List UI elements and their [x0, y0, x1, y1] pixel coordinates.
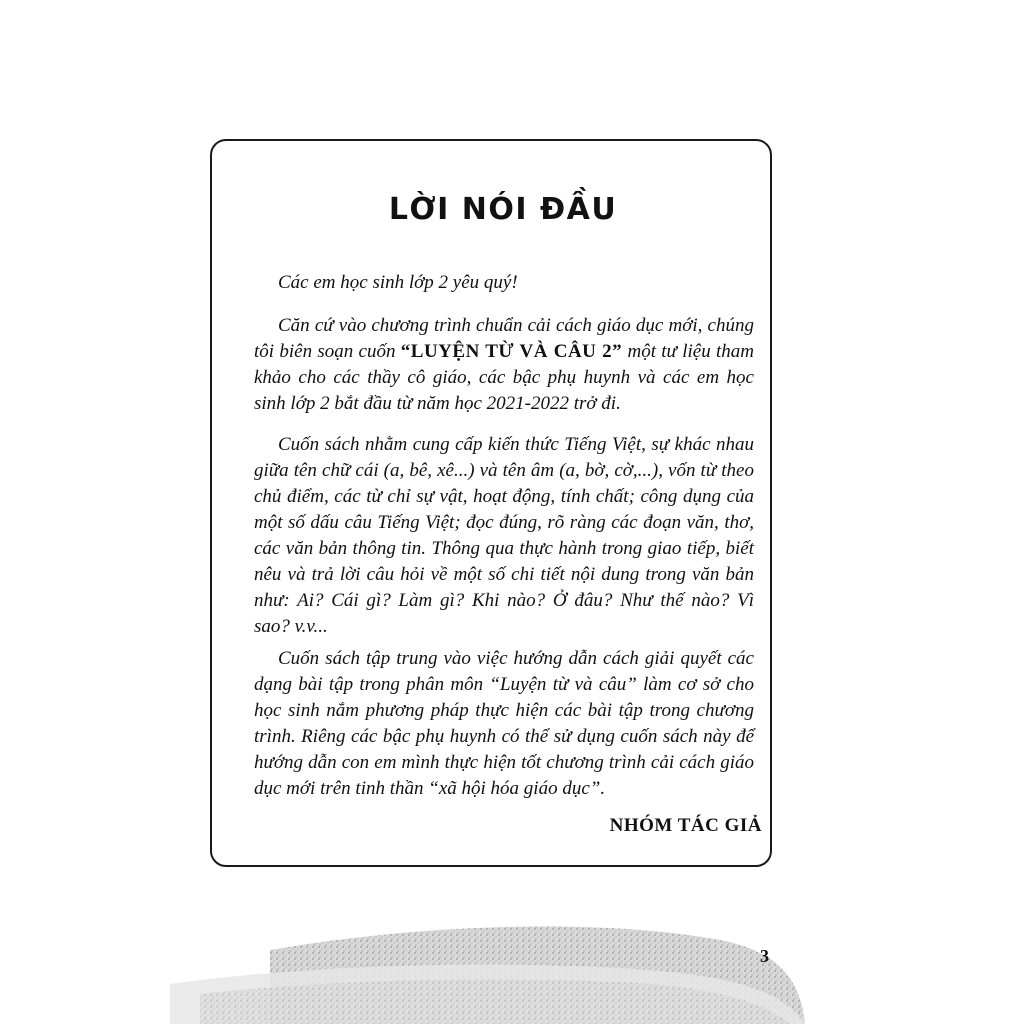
author-signature: NHÓM TÁC GIẢ	[609, 815, 762, 836]
paragraph-1-before: Căn cứ vào chương trình chuẩn cải cách giáo dục mới, chúng tôi biên soạn cuốn	[254, 315, 754, 362]
page-title: LỜI NÓI ĐẦU	[388, 192, 618, 227]
paragraph-1	[254, 313, 754, 417]
book-title: “LUYỆN TỪ VÀ CÂU 2”	[400, 341, 623, 362]
page-number: 3	[760, 946, 769, 966]
footer-wave-decoration	[0, 910, 1024, 1024]
paragraph-3: Cuốn sách tập trung vào việc hướng dẫn cách giải quyết các dạng bài tập trong phân môn “Luyện từ và câu” làm cơ sở cho học sinh nắm phương pháp thực hiện các bài tập trong chương trình. Riêng các bậc phụ huynh có thể sử dụng cuốn sách này để hướng dẫn con em mình thực hiện tốt chương trình cải cách giáo dục mới trên tinh thần “xã hội hóa giáo dục”.	[254, 648, 754, 799]
paragraph-2: Cuốn sách nhằm cung cấp kiến thức Tiếng Việt, sự khác nhau giữa tên chữ cái (a, bê, xê...) và tên âm (a, bờ, cờ,...), vốn từ theo chủ điểm, các từ chỉ sự vật, hoạt động, tính chất; công dụng của một số dấu câu Tiếng Việt; đọc đúng, rõ ràng các đoạn văn, thơ, các văn bản thông tin. Thông qua thực hành trong giao tiếp, biết nêu và trả lời câu hỏi về một số chi tiết nội dung trong văn bản như: Ai? Cái gì? Làm gì? Khi nào? Ở đâu? Như thế nào? Vì sao? v.v...	[254, 434, 754, 637]
greeting: Các em học sinh lớp 2 yêu quý!	[278, 272, 518, 293]
paragraph-1-after: một tư liệu tham khảo cho các thầy cô giáo, các bậc phụ huynh và các em học sinh lớp 2 bắt đầu từ năm học 2021-2022 trở đi.	[254, 341, 754, 414]
